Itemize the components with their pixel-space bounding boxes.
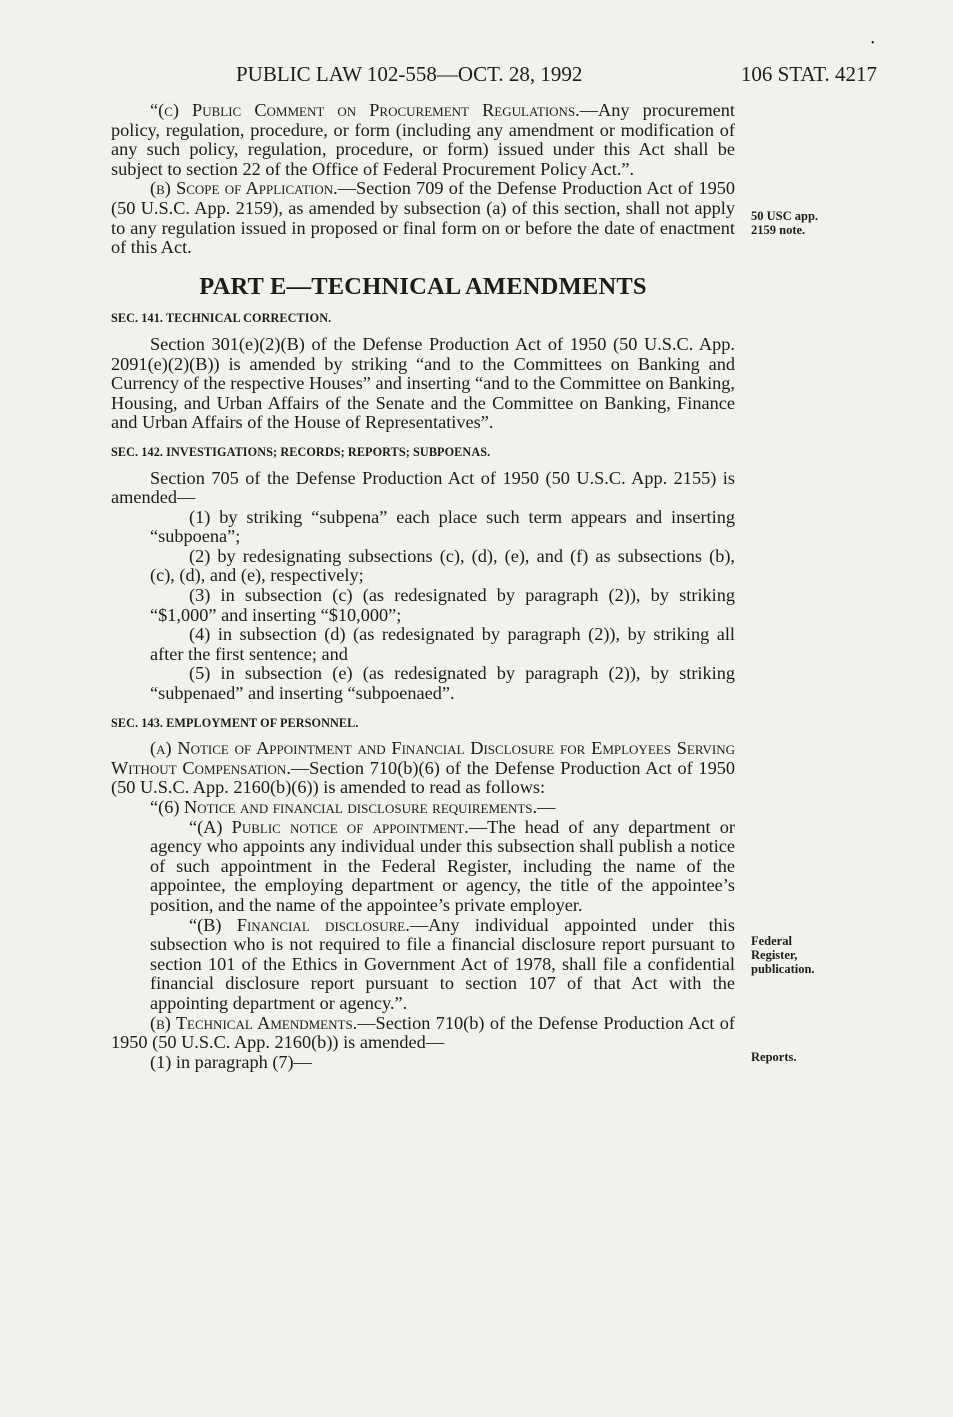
paragraph-text: —Section 710(b) of the Defense Production Act of 1950 (50 U.S.C. App. 2160(b)) is amended—: [111, 1012, 735, 1053]
paragraph-heading: “(A) Public notice of appointment.: [189, 816, 469, 837]
section-141-heading: SEC. 141. TECHNICAL CORRECTION.: [111, 311, 332, 326]
body-text: [111, 101, 735, 1072]
section-142-intro: Section 705 of the Defense Production Act of 1950 (50 U.S.C. App. 2155) is amended—: [111, 467, 735, 508]
paragraph-heading: “(6) Notice and financial disclosure requirements.: [150, 797, 538, 817]
margin-note-line: 50 USC app.: [751, 209, 819, 223]
paragraph-technical-amendments: [111, 1014, 735, 1053]
paragraph-scope-of-application: [111, 179, 735, 257]
paragraph-text: —Any procurement policy, regulation, procedure, or form (including any amendment or modification of any such policy, regulation, procedure, or form) issued under this Act shall be subject to section 22 of the Office of Federal Procurement Policy Act.”.: [111, 100, 735, 179]
list-item: (1) in paragraph (7)—: [150, 1051, 312, 1072]
paragraph-heading: “(c) Public Comment on Procurement Regulations.: [150, 100, 580, 120]
margin-note-line: Federal: [751, 934, 792, 948]
paragraph-dash: —: [537, 797, 556, 817]
paragraph-text: —Section 709 of the Defense Production Act of 1950 (50 U.S.C. App. 2159), as amended by subsection (a) of this section, shall not apply to any regulation issued in proposed or final form on or before the date of enactment of this Act.: [111, 178, 735, 258]
section-143-heading: SEC. 143. EMPLOYMENT OF PERSONNEL.: [111, 715, 359, 730]
part-heading: PART E—TECHNICAL AMENDMENTS: [199, 272, 647, 300]
section-141-text: Section 301(e)(2)(B) of the Defense Production Act of 1950 (50 U.S.C. App. 2091(e)(2)(B)) is amended by striking “and to the Committees on Banking and Currency of the respective Houses” and inserting “and to the Committee on Banking, Housing, and Urban Affairs of the Senate and the Committee on Banking, Finance and Urban Affairs of the House of Representatives”.: [111, 333, 735, 433]
paragraph-heading: (b) Technical Amendments.: [150, 1012, 358, 1033]
paragraph-heading: (b) Scope of Application.: [150, 178, 338, 199]
list-item: (1) by striking “subpena” each place such term appears and inserting “subpoena”;: [150, 506, 735, 547]
paragraph-text: —Any individual appointed under this subsection who is not required to file a financial disclosure report pursuant to section 101 of the Ethics in Government Act of 1978, shall file a confidential financial disclosure report pursuant to section 107 of that Act with the appointing department or agency.”.: [150, 914, 735, 1013]
paragraph-6: [111, 798, 735, 818]
paragraph-heading: “(B) Financial disclosure.: [189, 914, 410, 935]
margin-note-usc: [751, 209, 818, 237]
paragraph-text: —Section 710(b)(6) of the Defense Production Act of 1950 (50 U.S.C. App. 2160(b)(6)) is amended to read as follows:: [111, 757, 735, 798]
paragraph-text: —The head of any department or agency who appoints any individual under this subsection shall publish a notice of such appointment in the Federal Register, including the name of the appointee, the employing department or agency, the title of the appointee’s position, and the name of the appointee’s private employer.: [150, 816, 735, 915]
margin-mark: •: [871, 38, 875, 49]
section-142-heading: SEC. 142. INVESTIGATIONS; RECORDS; REPORTS; SUBPOENAS.: [111, 444, 491, 459]
margin-note-line: 2159 note.: [751, 223, 806, 237]
list-item: (5) in subsection (e) (as redesignated by paragraph (2)), by striking “subpenaed” and inserting “subpoenaed”.: [150, 663, 735, 704]
list-item: (4) in subsection (d) (as redesignated by paragraph (2)), by striking all after the first sentence; and: [150, 624, 735, 664]
list-item: (3) in subsection (c) (as redesignated by paragraph (2)), by striking “$1,000” and inserting “$10,000”;: [150, 585, 735, 625]
paragraph-public-comment: [111, 101, 735, 179]
paragraph-a: [111, 818, 735, 916]
margin-note-line: publication.: [751, 962, 815, 976]
running-header-title: PUBLIC LAW 102-558—OCT. 28, 1992: [236, 62, 583, 86]
paragraph-b: [111, 916, 735, 1014]
running-header-stat: 106 STAT. 4217: [740, 62, 877, 86]
paragraph-heading: (a) Notice of Appointment and Financial Disclosure for Employees Serving Without Compensation.: [111, 738, 735, 778]
margin-note-reports: Reports.: [751, 1050, 797, 1064]
margin-note-line: Register,: [751, 948, 798, 962]
list-item: (2) by redesignating subsections (c), (d), (e), and (f) as subsections (b), (c), (d), and (e), respectively;: [150, 545, 735, 586]
margin-note-federal-register: [751, 934, 815, 976]
paragraph-notice-of-appointment: [111, 739, 735, 798]
